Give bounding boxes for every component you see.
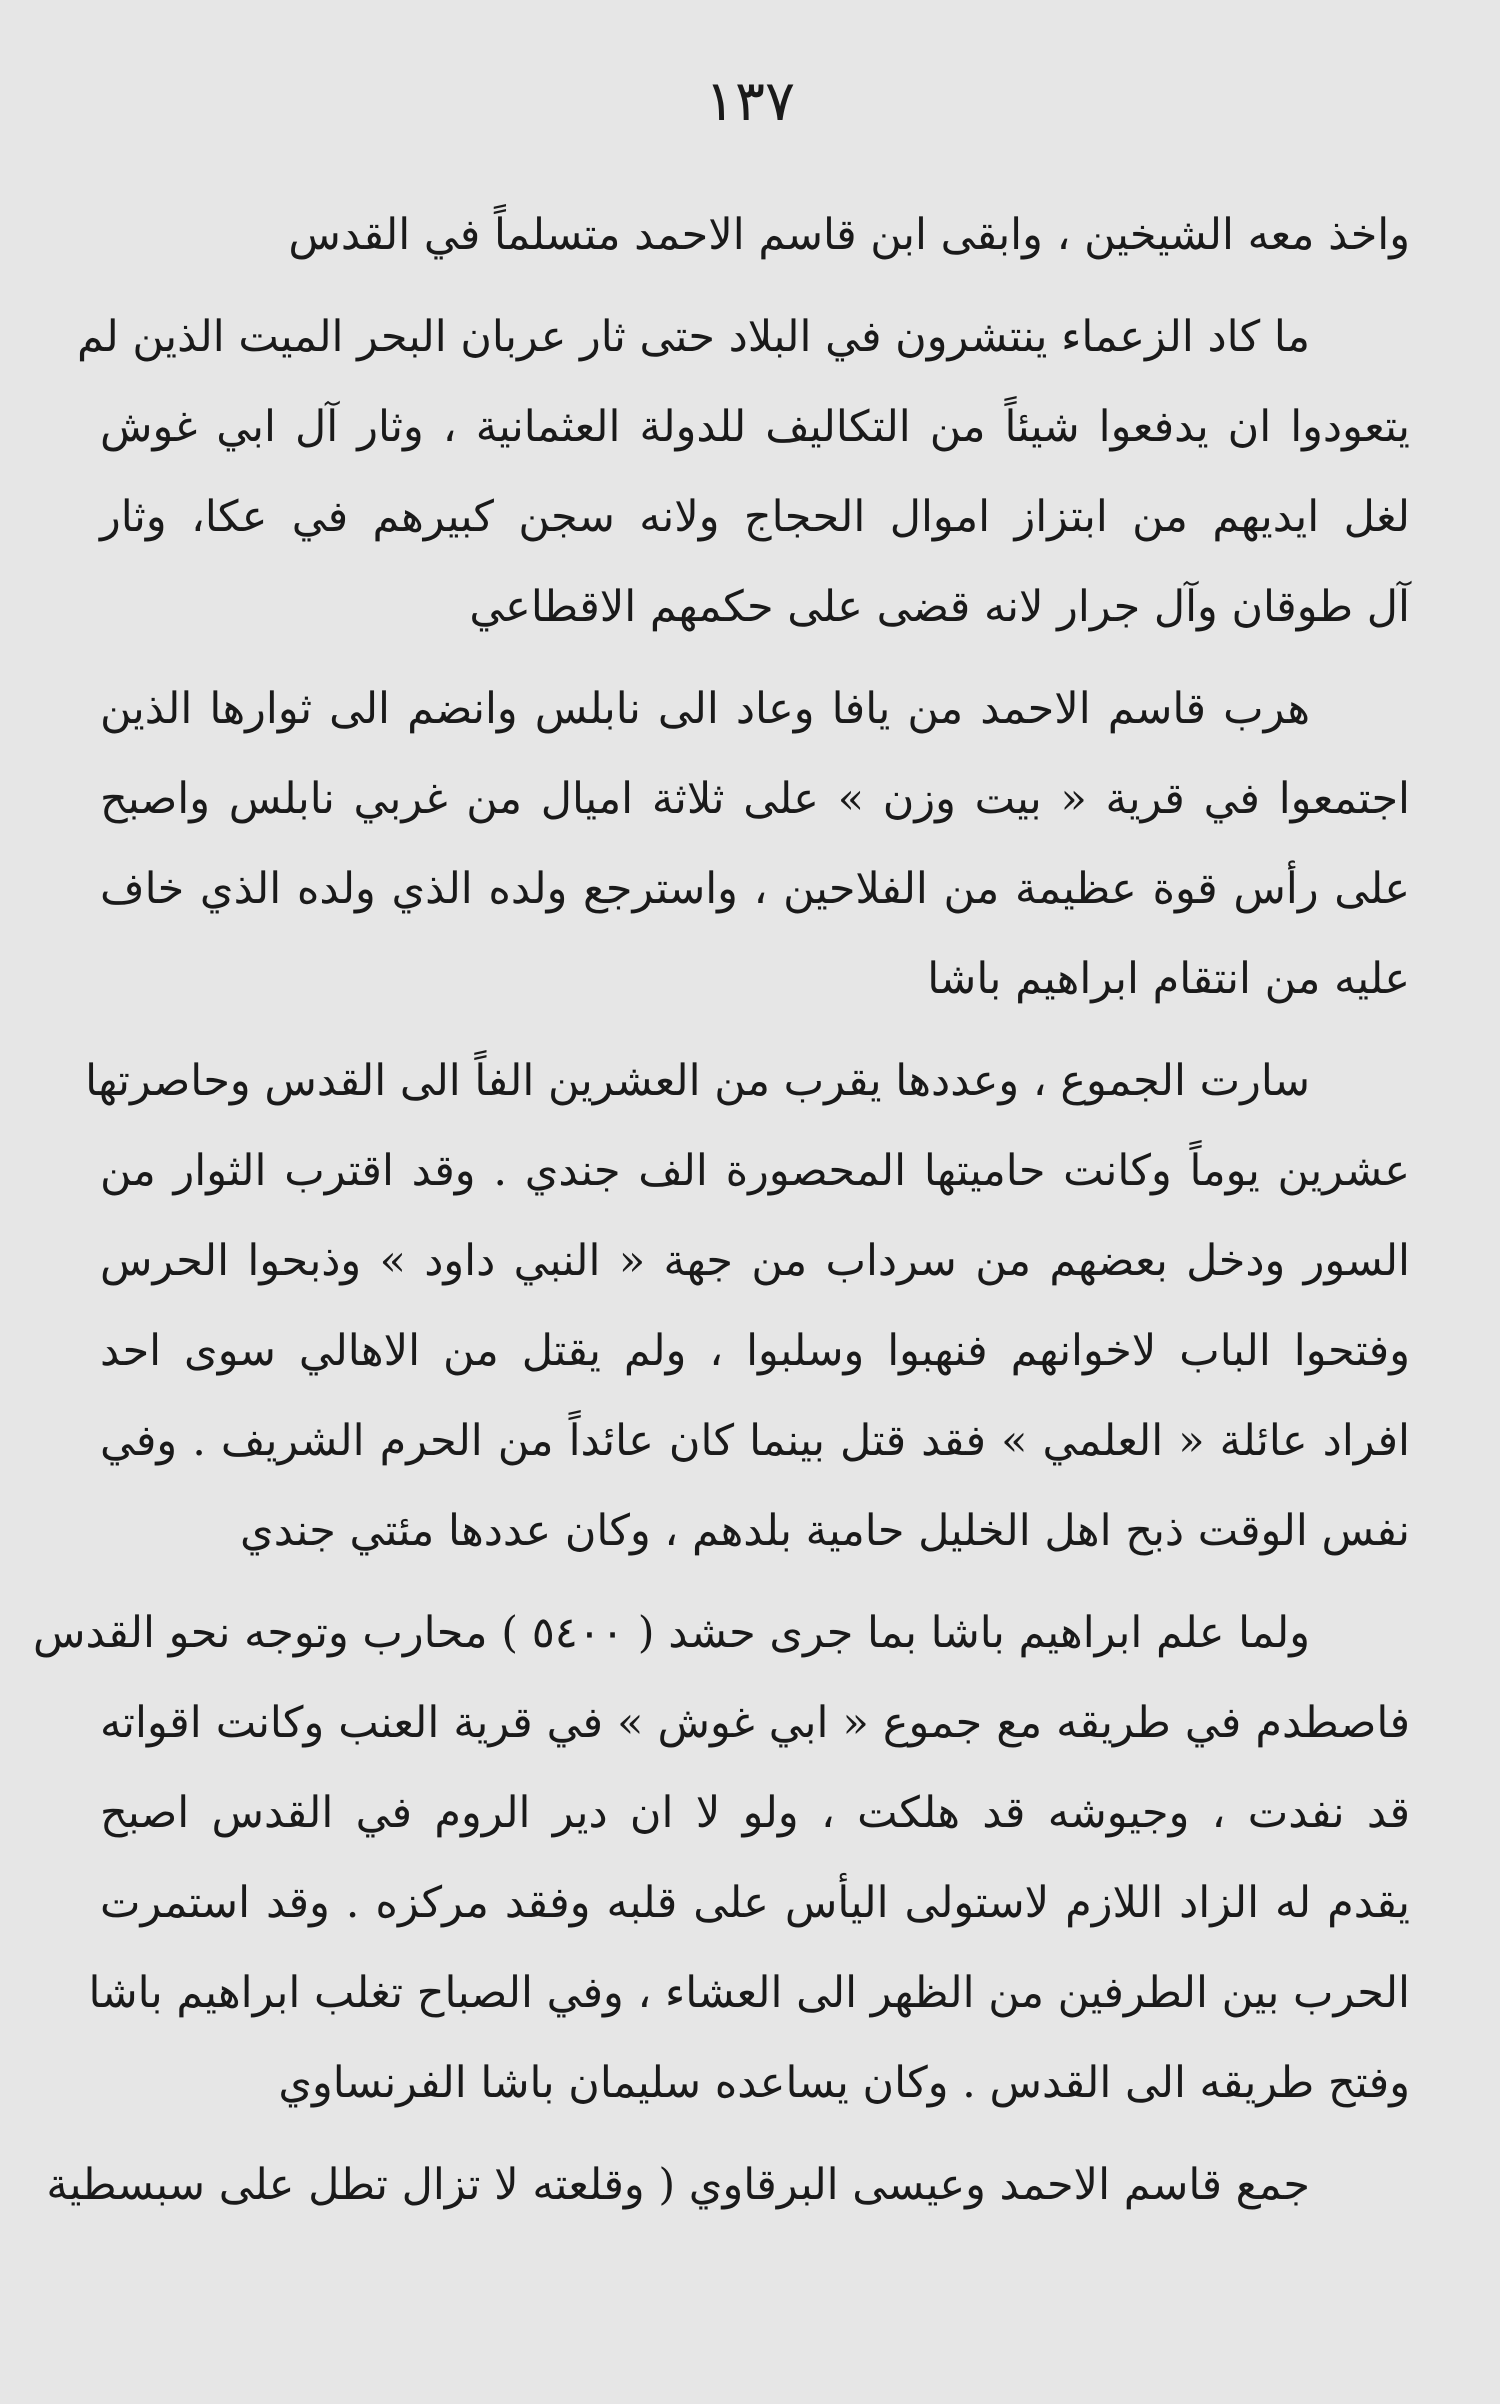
page-number: ١٣٧ (704, 69, 796, 134)
text-line: السور ودخل بعضهم من سرداب من جهة « النبي داود » وذبحوا الحرس (100, 1236, 1410, 1286)
text-line: عشرين يوماً وكانت حاميتها المحصورة الف جندي . وقد اقترب الثوار من (100, 1146, 1410, 1196)
paragraph-1 (100, 190, 1410, 280)
text-line: فاصطدم في طريقه مع جموع « ابي غوش » في قرية العنب وكانت اقواته (100, 1698, 1410, 1748)
text-line: لغل ايديهم من ابتزاز اموال الحجاج ولانه سجن كبيرهم في عكا، وثار (100, 492, 1410, 542)
text-line: ما كاد الزعماء ينتشرون في البلاد حتى ثار عربان البحر الميت الذين لم (77, 312, 1310, 362)
paragraph-6 (46, 2140, 1410, 2230)
text-line: سارت الجموع ، وعددها يقرب من العشرين الفاً الى القدس وحاصرتها (85, 1056, 1310, 1106)
text-line: واخذ معه الشيخين ، وابقى ابن قاسم الاحمد متسلماً في القدس (288, 210, 1410, 260)
text-line: يقدم له الزاد اللازم لاستولى اليأس على قلبه وفقد مركزه . وقد استمرت (100, 1878, 1410, 1928)
text-line: قد نفدت ، وجيوشه قد هلكت ، ولو لا ان دير الروم في القدس اصبح (100, 1788, 1410, 1838)
text-line: الحرب بين الطرفين من الظهر الى العشاء ، وفي الصباح تغلب ابراهيم باشا (88, 1968, 1410, 2018)
text-line: على رأس قوة عظيمة من الفلاحين ، واسترجع ولده الذي ولده الذي خاف (100, 864, 1410, 914)
text-line: افراد عائلة « العلمي » فقد قتل بينما كان عائداً من الحرم الشريف . وفي (100, 1416, 1410, 1466)
paragraph-2 (77, 292, 1410, 652)
text-line: جمع قاسم الاحمد وعيسى البرقاوي ( وقلعته لا تزال تطل على سبسطية (46, 2160, 1310, 2210)
text-line: وفتح طريقه الى القدس . وكان يساعده سليمان باشا الفرنساوي (278, 2058, 1410, 2108)
paragraph-4 (85, 1036, 1410, 1576)
text-line: وفتحوا الباب لاخوانهم فنهبوا وسلبوا ، ولم يقتل من الاهالي سوى احد (100, 1326, 1410, 1376)
text-line: ولما علم ابراهيم باشا بما جرى حشد ( ٥٤٠٠ ) محارب وتوجه نحو القدس (33, 1608, 1310, 1658)
text-line: عليه من انتقام ابراهيم باشا (927, 954, 1410, 1004)
text-line: آل طوقان وآل جرار لانه قضى على حكمهم الاقطاعي (469, 582, 1410, 632)
text-line: اجتمعوا في قرية « بيت وزن » على ثلاثة اميال من غربي نابلس واصبح (100, 774, 1410, 824)
paragraph-3 (100, 664, 1410, 1024)
text-line: هرب قاسم الاحمد من يافا وعاد الى نابلس وانضم الى ثوارها الذين (100, 684, 1310, 734)
paragraph-5 (33, 1588, 1410, 2128)
text-line: يتعودوا ان يدفعوا شيئاً من التكاليف للدولة العثمانية ، وثار آل ابي غوش (100, 402, 1410, 452)
body-text (33, 190, 1410, 2242)
text-line: نفس الوقت ذبح اهل الخليل حامية بلدهم ، وكان عددها مئتي جندي (240, 1506, 1410, 1556)
